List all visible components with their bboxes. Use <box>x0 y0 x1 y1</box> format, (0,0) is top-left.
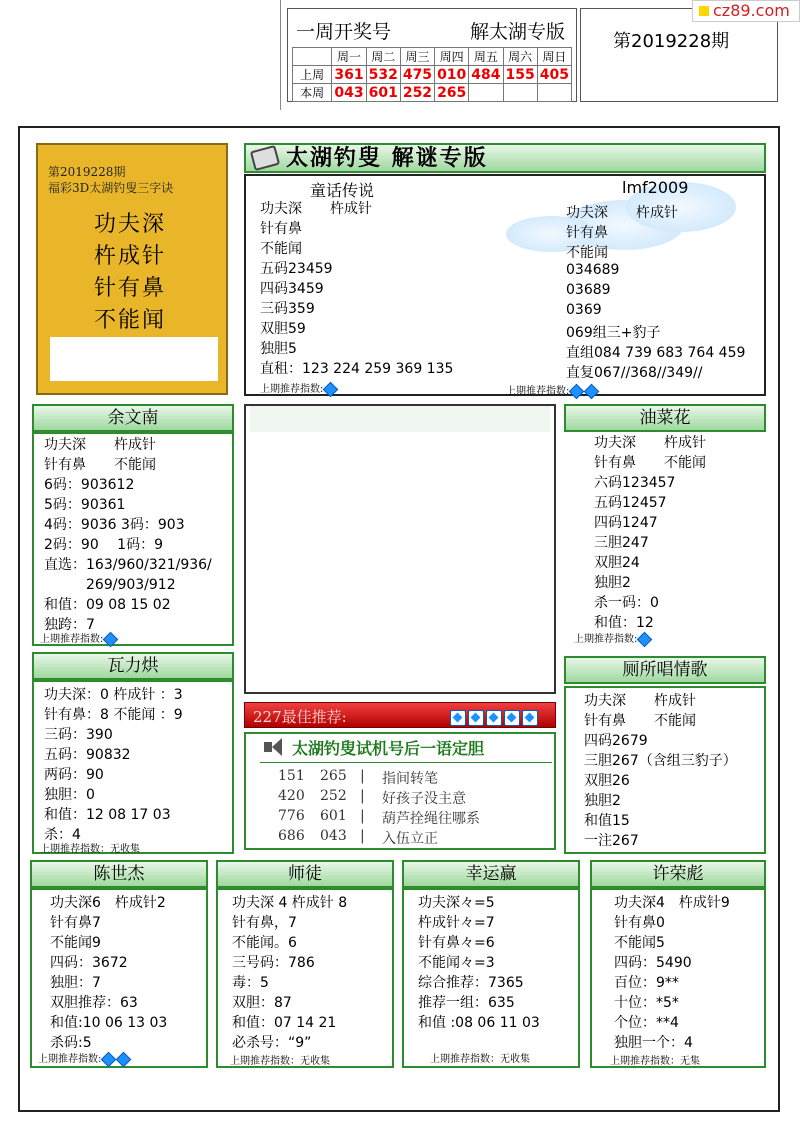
text-line: 针有鼻 <box>566 225 608 241</box>
text-line: 针有鼻 不能闻 <box>594 455 706 471</box>
result-cell: 252 <box>400 84 434 102</box>
text-line: 十位：*5* <box>614 995 679 1011</box>
issue-number: 第2019228期 <box>613 31 730 52</box>
speaker-cone <box>272 738 282 756</box>
issue-box <box>580 8 778 102</box>
shiji-cell: 043 <box>320 828 347 844</box>
text-line: 功夫深 杵成针 <box>260 201 372 217</box>
shiji-cell: 601 <box>320 808 347 824</box>
text-line: 针有鼻7 <box>50 915 101 931</box>
text-line: 双胆26 <box>584 773 630 789</box>
text-line: 269/903/912 <box>44 577 176 593</box>
text-line: 不能闻 <box>566 245 608 261</box>
text-line: 2码：90 1码：9 <box>44 537 163 553</box>
xurongbiao-title: 许荣彪 <box>652 864 704 884</box>
text-line: 针有鼻：8 不能闻 ：9 <box>44 707 183 723</box>
logo-square-icon <box>699 6 709 16</box>
diamond-icon <box>637 631 653 647</box>
text-line: 针有鼻 不能闻 <box>44 457 156 473</box>
text-line: 功夫深 杵成针 <box>44 437 156 453</box>
shiji-cell: 葫芦拴绳往哪系 <box>382 811 480 827</box>
text-line: 四码：3672 <box>50 955 128 971</box>
result-cell: 601 <box>366 84 400 102</box>
logo-text: cz89.com <box>713 1 790 20</box>
cesuo-panel <box>564 686 766 854</box>
result-cell: 475 <box>400 66 434 84</box>
text-line: 6码：903612 <box>44 477 135 493</box>
text-line: 五码：90832 <box>44 747 131 763</box>
text-line: 杀一码：0 <box>594 595 659 611</box>
results-table <box>292 47 572 102</box>
text-line: 直选：163/960/321/936/ <box>44 557 212 573</box>
diamond-icon <box>103 631 119 647</box>
text-line: 百位：9** <box>614 975 679 991</box>
best-gems <box>449 707 539 726</box>
diamond-icon <box>522 710 538 726</box>
result-cell: 265 <box>435 84 469 102</box>
text-line: 综合推荐：7365 <box>418 975 524 991</box>
result-cell: 043 <box>332 84 366 102</box>
text-line: 针有鼻々=6 <box>418 935 495 951</box>
shiji-cell: 好孩子没主意 <box>382 791 466 807</box>
day-cell: 周六 <box>503 48 537 66</box>
shitu-bar <box>216 860 394 888</box>
tonghua-note: 上期推荐指数: <box>260 380 338 395</box>
lmf-title: lmf2009 <box>622 178 689 197</box>
text-line: 针有鼻 <box>260 221 302 237</box>
xingyunying-bar <box>402 860 580 888</box>
text-line: 和值：07 14 21 <box>232 1015 337 1031</box>
walihong-title: 瓦力烘 <box>107 656 159 676</box>
text-line: 三胆247 <box>594 535 649 551</box>
text-line: 034689 <box>566 262 620 278</box>
text-line: 069组三+豹子 <box>566 325 661 341</box>
walihong-panel <box>32 680 234 854</box>
text-line: 双胆：87 <box>232 995 292 1011</box>
text-line: 和值15 <box>584 813 630 829</box>
shitu-note: 上期推荐指数：无收集 <box>230 1056 330 1067</box>
xurongbiao-panel <box>590 888 766 1068</box>
main-title: 太湖钓叟 解谜专版 <box>286 145 488 171</box>
text-line: 三码：390 <box>44 727 113 743</box>
shiji-cell: 151 <box>278 768 305 784</box>
diamond-icon <box>323 381 339 397</box>
xingyunying-note: 上期推荐指数：无收集 <box>430 1054 530 1065</box>
chenshijie-panel <box>30 888 208 1068</box>
yuwennan-bar <box>32 404 234 432</box>
text-line: 三号码：786 <box>232 955 315 971</box>
shiji-cell: 776 <box>278 808 305 824</box>
text-line: 独胆2 <box>584 793 621 809</box>
youcaihua-title: 油菜花 <box>639 408 691 428</box>
text-line: 六码123457 <box>594 475 676 491</box>
text-line: 四码3459 <box>260 281 324 297</box>
text-line: 和值：12 08 17 03 <box>44 807 171 823</box>
speaker-icon <box>264 742 272 752</box>
shiji-cell: | <box>360 828 365 844</box>
diamond-icon <box>116 1051 132 1067</box>
text-line: 杀：4 <box>44 827 81 843</box>
text-line: 三胆267（含组三豹子） <box>584 753 737 769</box>
blank-box <box>50 337 218 381</box>
chenshijie-title: 陈世杰 <box>93 864 145 884</box>
result-cell: 361 <box>332 66 366 84</box>
poem-line: 杵成针 <box>94 244 167 269</box>
text-line: 推荐一组：635 <box>418 995 515 1011</box>
text-line: 功夫深6 杵成针2 <box>50 895 166 911</box>
day-cell: 周二 <box>366 48 400 66</box>
main-title-bar <box>244 143 766 173</box>
day-cell: 周四 <box>435 48 469 66</box>
text-line: 功夫深 4 杵成针 8 <box>232 895 348 911</box>
text-line: 三码359 <box>260 301 315 317</box>
chenshijie-bar <box>30 860 208 888</box>
this-week-row <box>293 84 572 102</box>
text-line: 不能闻9 <box>50 935 101 951</box>
text-line: 03689 <box>566 282 611 298</box>
shitu-panel <box>216 888 394 1068</box>
best-label: 227最佳推荐: <box>253 708 347 726</box>
text-line: 直组084 739 683 764 459 <box>566 345 746 361</box>
text-line: 不能闻。6 <box>232 935 297 951</box>
text-line: 两码：90 <box>44 767 104 783</box>
book-icon <box>250 145 280 171</box>
text-line: 四码2679 <box>584 733 648 749</box>
day-cell: 周三 <box>400 48 434 66</box>
text-line: 0369 <box>566 302 602 318</box>
text-line: 独胆2 <box>594 575 631 591</box>
poem-line: 针有鼻 <box>94 276 167 301</box>
yellow-issue: 第2019228期 <box>48 165 126 179</box>
cesuo-bar <box>564 656 766 684</box>
result-cell <box>537 84 571 102</box>
text-line: 独胆：7 <box>50 975 101 991</box>
text-line: 直复067//368//349// <box>566 365 703 381</box>
result-cell: 155 <box>503 66 537 84</box>
result-cell: 484 <box>469 66 503 84</box>
shitu-title: 师徒 <box>288 864 322 884</box>
result-cell <box>503 84 537 102</box>
shiji-cell: | <box>360 788 365 804</box>
week-title: 一周开奖号 <box>296 21 392 43</box>
text-line: 五码12457 <box>594 495 667 511</box>
shiji-cell: | <box>360 808 365 824</box>
text-line: 和值:10 06 13 03 <box>50 1015 168 1031</box>
text-line: 必杀号：“9” <box>232 1035 312 1051</box>
youcaihua-note: 上期推荐指数: <box>574 630 652 645</box>
days-row <box>293 48 572 66</box>
result-cell: 010 <box>435 66 469 84</box>
day-cell: 周日 <box>537 48 571 66</box>
text-line: 针有鼻，7 <box>232 915 297 931</box>
text-line: 功夫深 杵成针 <box>566 205 678 221</box>
text-line: 功夫深 杵成针 <box>594 435 706 451</box>
text-line: 独胆一个：4 <box>614 1035 693 1051</box>
lmf-note: 上期推荐指数: <box>506 382 599 397</box>
shiji-cell: | <box>360 768 365 784</box>
text-line: 功夫深々=5 <box>418 895 495 911</box>
text-line: 四码：5490 <box>614 955 692 971</box>
text-line: 独跨：7 <box>44 617 95 633</box>
diamond-icon <box>504 710 520 726</box>
poem-line: 功夫深 <box>94 212 167 237</box>
youcaihua-panel <box>564 432 766 648</box>
text-line: 独胆：0 <box>44 787 95 803</box>
diamond-icon <box>486 710 502 726</box>
ad-placeholder <box>244 404 556 694</box>
diamond-icon <box>450 710 466 726</box>
shiji-title: 太湖钓叟试机号后一语定胆 <box>292 739 485 758</box>
xingyunying-panel <box>402 888 580 1068</box>
xurongbiao-note: 上期推荐指数：无集 <box>610 1056 700 1067</box>
result-cell <box>469 84 503 102</box>
yuwennan-note: 上期推荐指数: <box>40 630 118 645</box>
text-line: 杵成针々=7 <box>418 915 495 931</box>
best-bar <box>244 702 556 728</box>
text-line: 和值：09 08 15 02 <box>44 597 171 613</box>
text-line: 四码1247 <box>594 515 658 531</box>
text-line: 针有鼻0 <box>614 915 665 931</box>
text-line: 和值 :08 06 11 03 <box>418 1015 540 1031</box>
text-line: 不能闻々=3 <box>418 955 495 971</box>
tonghua-panel <box>244 174 766 396</box>
yellow-panel <box>36 143 228 395</box>
text-line: 直租：123 224 259 369 135 <box>260 361 454 377</box>
text-line: 双胆24 <box>594 555 640 571</box>
shiji-panel <box>244 732 556 850</box>
text-line: 个位：**4 <box>614 1015 679 1031</box>
text-line: 毒：5 <box>232 975 269 991</box>
text-line: 功夫深 杵成针 <box>584 693 696 709</box>
shiji-cell: 252 <box>320 788 347 804</box>
cesuo-title: 厕所唱情歌 <box>622 660 708 680</box>
text-line: 4码：9036 3码：903 <box>44 517 185 533</box>
text-line: 杀码:5 <box>50 1035 92 1051</box>
xingyunying-title: 幸运赢 <box>465 864 517 884</box>
shiji-cell: 265 <box>320 768 347 784</box>
text-line: 功夫深：0 杵成针 ：3 <box>44 687 183 703</box>
edition-title: 解太湖专版 <box>470 21 566 43</box>
result-cell: 532 <box>366 66 400 84</box>
day-cell: 周一 <box>332 48 366 66</box>
text-line: 双胆59 <box>260 321 306 337</box>
text-line: 针有鼻 不能闻 <box>584 713 696 729</box>
text-line: 一注267 <box>584 833 639 849</box>
last-week-row <box>293 66 572 84</box>
results-box <box>287 8 577 102</box>
text-line: 不能闻5 <box>614 935 665 951</box>
text-line: 双胆推荐：63 <box>50 995 138 1011</box>
yuwennan-panel <box>32 432 234 646</box>
shiji-cell: 入伍立正 <box>382 831 438 847</box>
divider <box>260 762 552 763</box>
text-line: 不能闻 <box>260 241 302 257</box>
yellow-subtitle: 福彩3D太湖钓叟三字诀 <box>48 181 174 195</box>
text-line: 和值：12 <box>594 615 654 631</box>
text-line: 五码23459 <box>260 261 333 277</box>
text-line: 功夫深4 杵成针9 <box>614 895 730 911</box>
yuwennan-title: 余文南 <box>107 408 159 428</box>
diamond-icon <box>468 710 484 726</box>
row-label: 本周 <box>293 84 332 102</box>
youcaihua-bar <box>564 404 766 432</box>
row-label: 上周 <box>293 66 332 84</box>
xurongbiao-bar <box>590 860 766 888</box>
ad-header <box>250 406 550 432</box>
text-line: 独胆5 <box>260 341 297 357</box>
chenshijie-note: 上期推荐指数: <box>38 1050 131 1065</box>
tonghua-title: 童话传说 <box>310 181 375 200</box>
shiji-cell: 指间转笔 <box>382 771 438 787</box>
walihong-note: 上期推荐指数：无收集 <box>40 844 140 855</box>
shiji-cell: 420 <box>278 788 305 804</box>
site-logo[interactable] <box>692 0 800 22</box>
poem-line: 不能闻 <box>94 308 167 333</box>
result-cell: 405 <box>537 66 571 84</box>
shiji-cell: 686 <box>278 828 305 844</box>
walihong-bar <box>32 652 234 680</box>
day-cell: 周五 <box>469 48 503 66</box>
diamond-icon <box>584 383 600 399</box>
text-line: 5码：90361 <box>44 497 126 513</box>
